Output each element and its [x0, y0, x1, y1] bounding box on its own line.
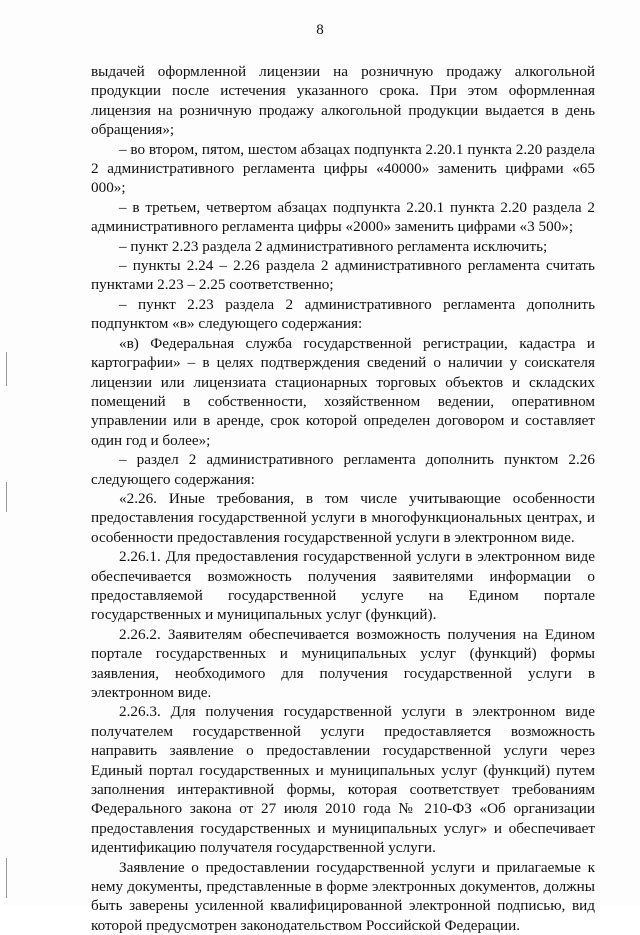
- paragraph: – во втором, пятом, шестом абзацах подпункта 2.20.1 пункта 2.20 раздела 2 административного регламента цифры «40000» заменить цифрами «65 000»;: [91, 140, 595, 197]
- scan-margin-mark: [6, 352, 7, 386]
- paragraph: Заявление о предоставлении государственной услуги и прилагаемые к нему документы, представленные в форме электронных документов, должны быть заверены усиленной квалифицированной электронной подписью, вид которой предусмотрен законодательством Российской Федерации.: [91, 858, 595, 934]
- paragraph: «2.26. Иные требования, в том числе учитывающие особенности предоставления государственной услуги в многофункциональных центрах, и особенности предоставления государственной услуги в электронном виде.: [91, 489, 595, 546]
- paragraph: 2.26.1. Для предоставления государственной услуги в электронном виде обеспечивается возможность получения заявителями информации о предоставляемой государственной услуге на Едином портале государственных и муниципальных услуг (функций).: [91, 548, 595, 624]
- paragraph: 2.26.3. Для получения государственной услуги в электронном виде получателем государственной услуги предоставляется возможность направить заявление о предоставлении государственной услуги через Единый портал государственных и муниципальных услуг (функций) путем заполнения интерактивной формы, которая соответствует требованиям Федерального закона от 27 июля 2010 года № 210-ФЗ «Об организации предоставления государственных и муниципальных услуг» и обеспечивает идентификацию получателя государственной услуги.: [91, 703, 595, 857]
- paragraph: – в третьем, четвертом абзацах подпункта 2.20.1 пункта 2.20 раздела 2 административного регламента цифры «2000» заменить цифрами «3 500»;: [91, 198, 595, 236]
- paragraph: «в) Федеральная служба государственной регистрации, кадастра и картографии» – в целях подтверждения сведений о наличии у соискателя лицензии или лицензиата стационарных торговых объектов и складских помещений в собственности, хозяйственном ведении, оперативном управлении или в аренде, срок которой определен договором и составляет один год и более»;: [91, 334, 595, 449]
- paragraph: 2.26.2. Заявителям обеспечивается возможность получения на Едином портале государственных и муниципальных услуг (функций) формы заявления, необходимого для получения государственной услуги в электронном виде.: [91, 625, 595, 701]
- paragraph: – пункт 2.23 раздела 2 административного регламента исключить;: [119, 237, 548, 255]
- scan-margin-mark: [6, 482, 7, 512]
- document-body: [91, 62, 595, 935]
- paragraph: – пункт 2.23 раздела 2 административного регламента дополнить подпунктом «в» следующего содержания:: [91, 295, 595, 333]
- scan-margin-mark: [6, 858, 7, 898]
- page-number: 8: [316, 22, 324, 38]
- paragraph: выдачей оформленной лицензии на розничную продажу алкогольной продукции после истечения указанного срока. При этом оформленная лицензия на розничную продажу алкогольной продукции выдается в день обращения»;: [91, 63, 595, 139]
- paragraph: – пункты 2.24 – 2.26 раздела 2 административного регламента считать пунктами 2.23 – 2.25 соответственно;: [91, 257, 595, 294]
- paragraph: – раздел 2 административного регламента дополнить пунктом 2.26 следующего содержания:: [91, 451, 595, 488]
